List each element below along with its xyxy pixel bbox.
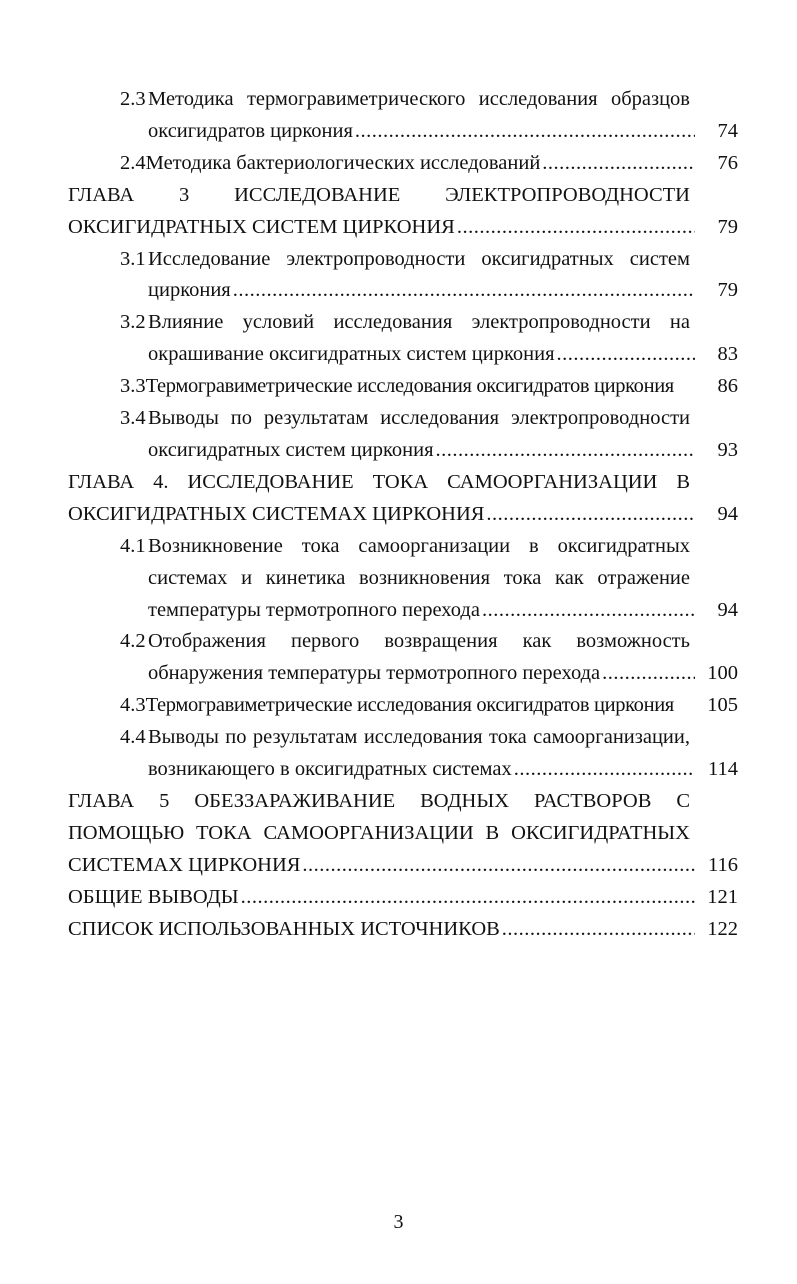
toc-entry-3-4 <box>68 403 738 467</box>
dot-leader <box>514 754 695 786</box>
page-reference: 121 <box>707 885 738 908</box>
toc-entry-chapter-4 <box>68 467 738 531</box>
toc-entry-3-3 <box>68 371 738 403</box>
dot-leader <box>241 882 695 914</box>
entry-title-line: Выводы по результатам исследования электропроводности <box>148 407 690 430</box>
toc-entry-4-2 <box>68 626 738 690</box>
entry-title-line: оксигидратов циркония <box>148 119 353 142</box>
dot-leader <box>302 850 695 882</box>
page-reference: 116 <box>708 853 738 876</box>
section-number: 3.4 <box>120 407 146 430</box>
entry-title-line: температуры термотропного перехода <box>148 598 480 621</box>
page-number: 3 <box>393 1211 404 1233</box>
page-reference: 114 <box>708 758 738 781</box>
dot-leader <box>233 275 695 307</box>
page-reference: 94 <box>717 598 738 621</box>
dot-leader <box>542 148 695 180</box>
page-reference: 122 <box>707 917 738 940</box>
dot-leader <box>557 339 695 371</box>
toc-entry-chapter-3 <box>68 180 738 244</box>
entry-title-line: ГЛАВА 3 ИССЛЕДОВАНИЕ ЭЛЕКТРОПРОВОДНОСТИ <box>68 183 690 206</box>
page-reference: 100 <box>707 662 738 685</box>
toc-entry-4-1 <box>68 531 738 627</box>
entry-title-line: СИСТЕМАХ ЦИРКОНИЯ <box>68 853 301 876</box>
entry-title-line: Исследование электропроводности оксигидратных систем <box>148 247 690 270</box>
toc-entry-2-4 <box>68 148 738 180</box>
page-reference: 94 <box>717 502 738 525</box>
toc-entry-4-4 <box>68 722 738 786</box>
toc-entry-2-3 <box>68 84 738 148</box>
entry-title-line: Термогравиметрические исследования оксигидратов циркония <box>145 694 674 717</box>
entry-title-line: Методика термогравиметрического исследования образцов <box>148 88 690 110</box>
section-number: 4.2 <box>120 630 146 653</box>
dot-leader <box>436 435 695 467</box>
page-reference: 79 <box>717 215 738 238</box>
dot-leader <box>502 914 695 946</box>
entry-title-line: ОКСИГИДРАТНЫХ СИСТЕМАХ ЦИРКОНИЯ <box>68 502 485 525</box>
entry-title-line: Термогравиметрические исследования оксигидратов циркония <box>145 375 674 398</box>
dot-leader <box>482 595 695 627</box>
page-reference: 83 <box>717 343 738 366</box>
page-reference: 74 <box>717 119 738 142</box>
entry-title-line: ПОМОЩЬЮ ТОКА САМООРГАНИЗАЦИИ В ОКСИГИДРАТНЫХ <box>68 821 690 844</box>
entry-title-line: циркония <box>148 279 231 302</box>
section-number: 4.1 <box>120 534 146 557</box>
entry-title-line: системах и кинетика возникновения тока как отражение <box>148 566 690 589</box>
entry-title-line: ГЛАВА 4. ИССЛЕДОВАНИЕ ТОКА САМООРГАНИЗАЦИИ В <box>68 470 690 493</box>
entry-title-line: Влияние условий исследования электропроводности на <box>148 311 690 334</box>
section-number: 2.3 <box>120 88 146 110</box>
entry-title-line: оксигидратных систем циркония <box>148 438 434 461</box>
section-number: 3.2 <box>120 311 146 334</box>
section-number: 2.4 <box>120 151 146 174</box>
toc-entry-references <box>68 914 738 946</box>
section-number: 4.3 <box>120 694 146 717</box>
entry-title-line: Возникновение тока самоорганизации в оксигидратных <box>148 534 690 557</box>
toc-entry-4-3 <box>68 690 738 722</box>
toc-entry-chapter-5 <box>68 786 738 882</box>
entry-title-line: ГЛАВА 5 ОБЕЗЗАРАЖИВАНИЕ ВОДНЫХ РАСТВОРОВ С <box>68 789 690 812</box>
dot-leader <box>486 499 695 531</box>
page-reference: 105 <box>707 694 738 717</box>
entry-title-line: Выводы по результатам исследования тока самоорганизации, <box>148 726 690 749</box>
page-reference: 79 <box>717 279 738 302</box>
entry-title-line: ОКСИГИДРАТНЫХ СИСТЕМ ЦИРКОНИЯ <box>68 215 455 238</box>
entry-title-line: ОБЩИЕ ВЫВОДЫ <box>68 885 239 908</box>
entry-title-line: СПИСОК ИСПОЛЬЗОВАННЫХ ИСТОЧНИКОВ <box>68 917 500 940</box>
entry-title-line: обнаружения температуры термотропного перехода <box>148 662 601 685</box>
section-number: 3.1 <box>120 247 146 270</box>
page-reference: 86 <box>717 375 738 398</box>
entry-title-line: окрашивание оксигидратных систем циркония <box>148 343 555 366</box>
entry-title-line: Методика бактериологических исследований <box>145 151 541 174</box>
dot-leader <box>602 658 695 690</box>
toc-entry-3-2 <box>68 307 738 371</box>
section-number: 4.4 <box>120 726 146 749</box>
section-number: 3.3 <box>120 375 146 398</box>
toc-entry-3-1 <box>68 244 738 308</box>
toc-entry-conclusions <box>68 882 738 914</box>
dot-leader <box>457 212 695 244</box>
table-of-contents <box>68 84 738 945</box>
entry-title-line: возникающего в оксигидратных системах <box>148 758 512 781</box>
page-reference: 76 <box>717 151 738 174</box>
dot-leader <box>355 116 695 148</box>
entry-title-line: Отображения первого возвращения как возможность <box>148 630 690 653</box>
page-reference: 93 <box>717 438 738 461</box>
